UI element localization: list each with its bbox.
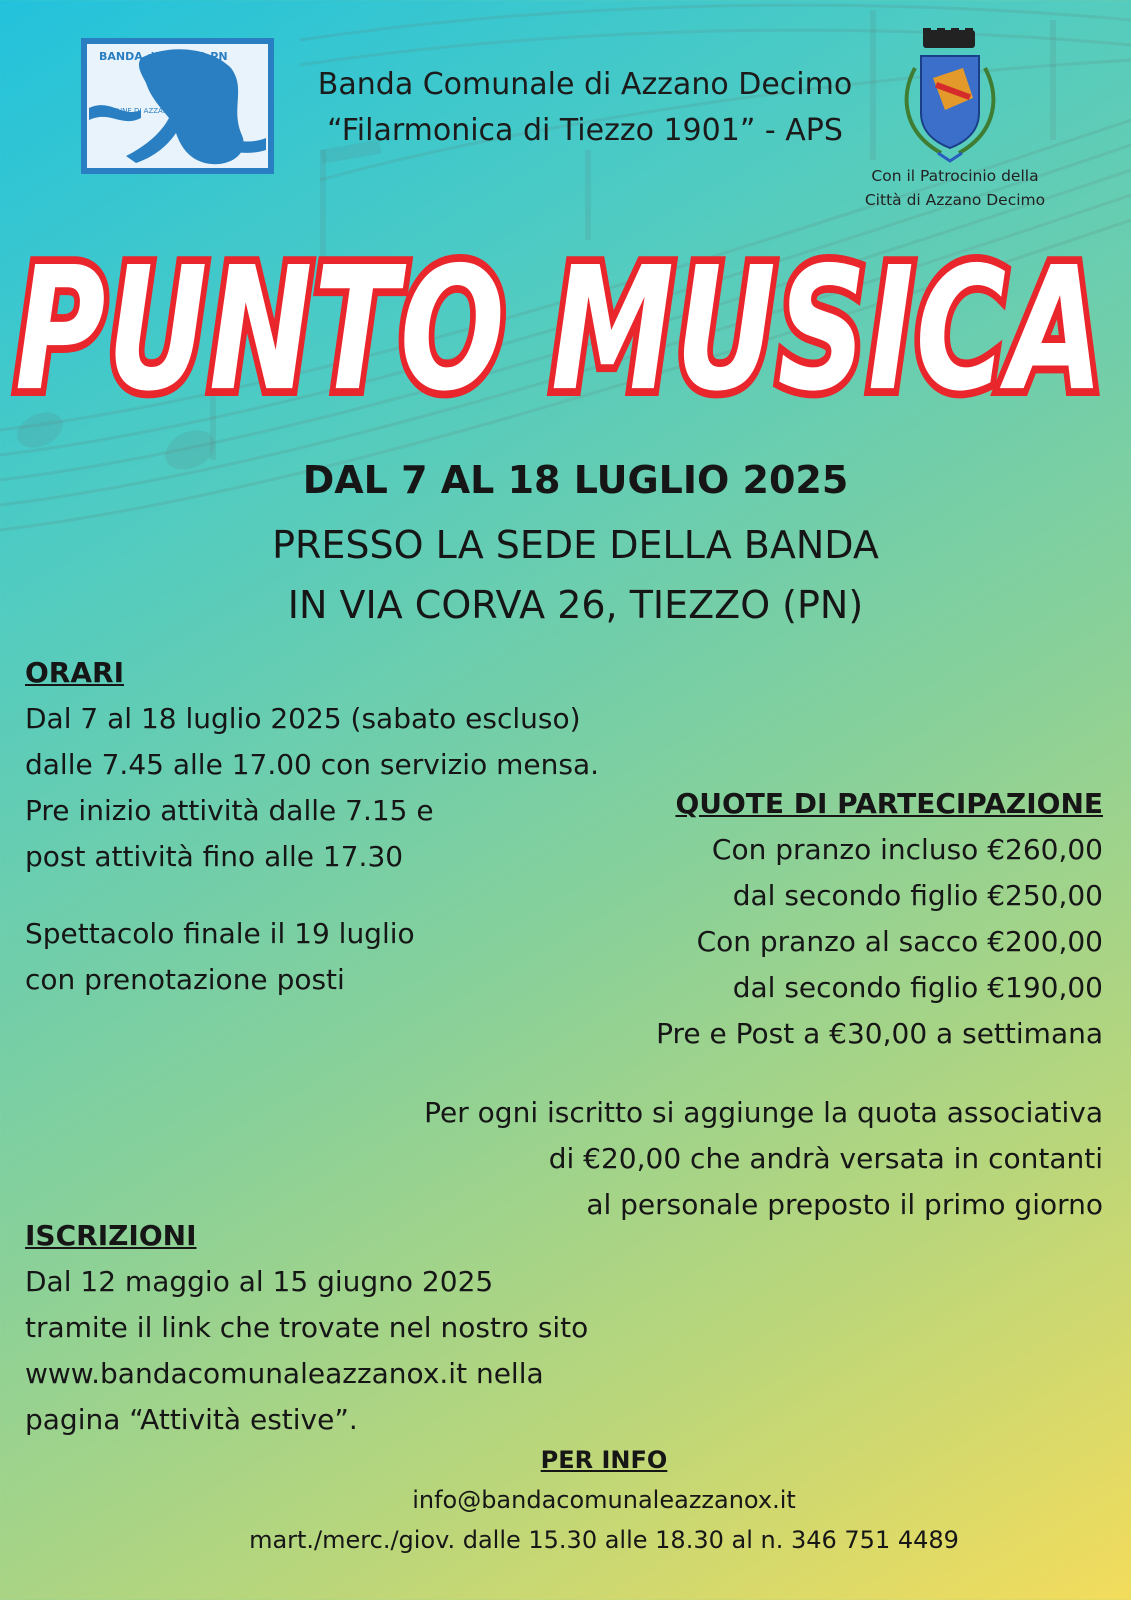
registration-section xyxy=(25,1213,705,1443)
registration-website[interactable]: www.bandacomunaleazzanox.it nella xyxy=(25,1357,544,1390)
association-fee-line: Per ogni iscritto si aggiunge la quota associativa xyxy=(424,1096,1103,1129)
registration-heading: ISCRIZIONI xyxy=(25,1219,197,1252)
event-dates: DAL 7 AL 18 LUGLIO 2025 xyxy=(302,458,849,502)
patronage-line-2: Città di Azzano Decimo xyxy=(864,191,1046,209)
info-email[interactable]: info@bandacomunaleazzanox.it xyxy=(412,1486,796,1514)
info-phone: mart./merc./giov. dalle 15.30 alle 18.30 al n. 346 751 4489 xyxy=(249,1526,959,1554)
schedule-line: dalle 7.45 alle 17.00 con servizio mensa. xyxy=(25,748,600,781)
band-logo xyxy=(81,38,274,174)
coat-of-arms-icon xyxy=(893,28,1013,168)
event-venue xyxy=(0,515,1131,635)
venue-line-2: IN VIA CORVA 26, TIEZZO (PN) xyxy=(287,583,864,627)
association-fee-line: al personale preposto il primo giorno xyxy=(586,1188,1103,1221)
band-name-header xyxy=(300,62,870,154)
schedule-heading: ORARI xyxy=(25,656,125,689)
fee-line: Pre e Post a €30,00 a settimana xyxy=(656,1017,1103,1050)
schedule-line: post attività fino alle 17.30 xyxy=(25,840,404,873)
info-section xyxy=(0,1440,1131,1560)
schedule-line: Dal 7 al 18 luglio 2025 (sabato escluso) xyxy=(25,702,581,735)
logo-text: BANDA di TIEZZO PN xyxy=(99,50,228,63)
band-name: Banda Comunale di Azzano Decimo xyxy=(317,67,853,102)
registration-line: Dal 12 maggio al 15 giugno 2025 xyxy=(25,1265,494,1298)
logo-text-small: IN COMUNE DI AZZANO X xyxy=(91,107,181,115)
fees-section xyxy=(543,781,1103,1057)
final-show-line: con prenotazione posti xyxy=(25,963,345,996)
fee-line: Con pranzo al sacco €200,00 xyxy=(696,925,1103,958)
fee-line: dal secondo figlio €190,00 xyxy=(732,971,1103,1004)
fee-line: Con pranzo incluso €260,00 xyxy=(711,833,1103,866)
info-heading: PER INFO xyxy=(540,1446,668,1474)
final-show-line: Spettacolo finale il 19 luglio xyxy=(25,917,415,950)
fees-heading: QUOTE DI PARTECIPAZIONE xyxy=(675,787,1103,820)
final-show-note xyxy=(25,911,525,1003)
association-fee-line: di €20,00 che andrà versata in contanti xyxy=(548,1142,1103,1175)
band-subtitle: “Filarmonica di Tiezzo 1901” - APS xyxy=(327,113,843,148)
registration-line: pagina “Attività estive”. xyxy=(25,1403,358,1436)
main-title-text: PUNTO MUSICA xyxy=(14,230,1105,430)
schedule-line: Pre inizio attività dalle 7.15 e xyxy=(25,794,434,827)
fee-line: dal secondo figlio €250,00 xyxy=(732,879,1103,912)
registration-line: tramite il link che trovate nel nostro sito xyxy=(25,1311,589,1344)
patronage-line-1: Con il Patrocinio della xyxy=(871,167,1039,185)
association-fee-note xyxy=(343,1090,1103,1228)
venue-line-1: PRESSO LA SEDE DELLA BANDA xyxy=(272,523,879,567)
main-title xyxy=(0,228,1131,458)
patronage-note xyxy=(845,164,1065,212)
